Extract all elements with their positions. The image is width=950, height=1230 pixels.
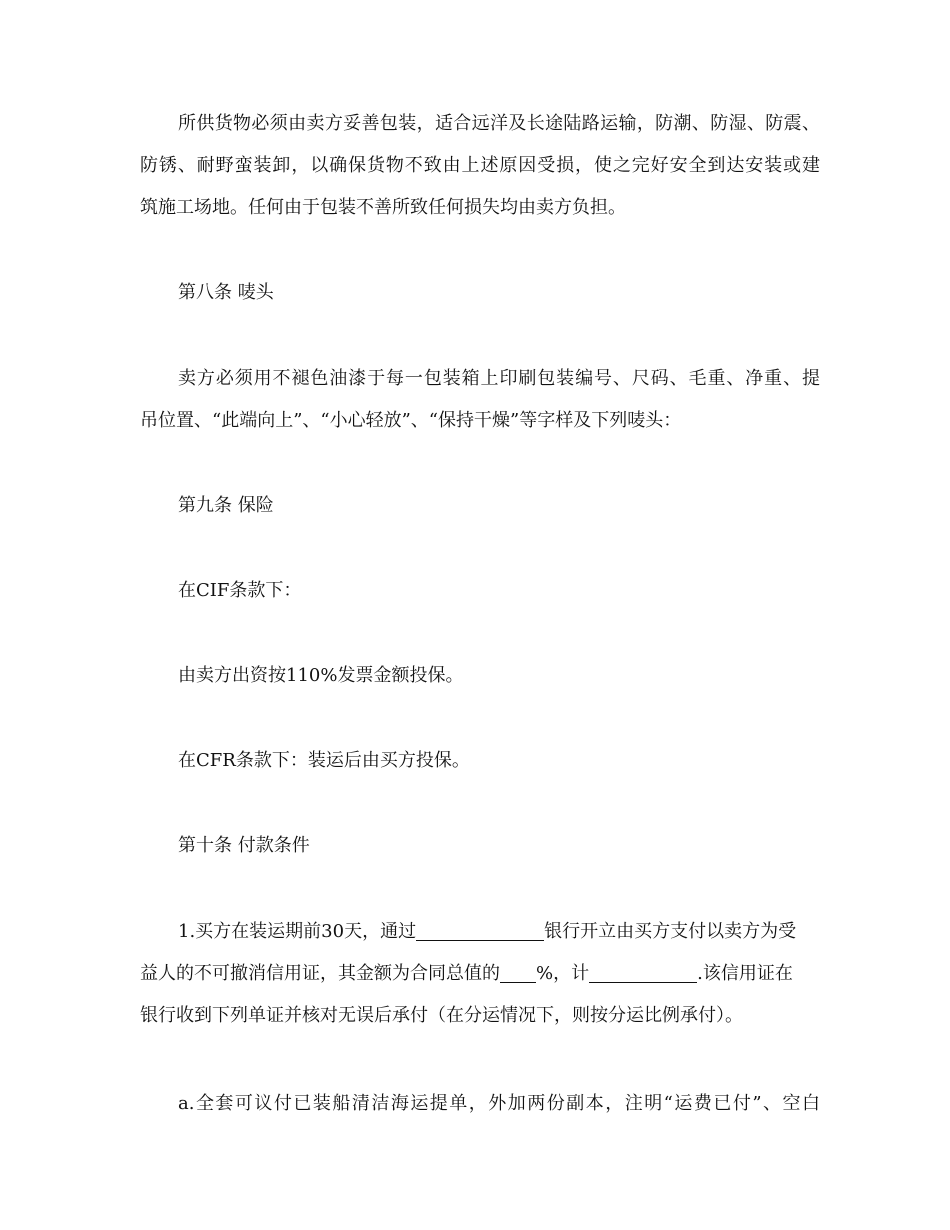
text-run: 银行开立由买方支付以卖方为受 xyxy=(544,921,797,942)
text-run: 益人的不可撤消信用证，其金额为合同总值的 xyxy=(140,963,500,984)
paragraph-marks xyxy=(140,358,820,442)
heading-article-10 xyxy=(140,825,820,867)
text-line: 由卖方出资按110%发票金额投保。 xyxy=(178,665,464,686)
text-line: 卖方必须用不褪色油漆于每一包装箱上印刷包装编号、尺码、毛重、净重、提 xyxy=(178,368,820,389)
blank-bank-name xyxy=(416,918,544,941)
paragraph-packing xyxy=(140,103,820,229)
blank-amount xyxy=(589,960,697,983)
text-line: 筑施工场地。任何由于包装不善所致任何损失均由卖方负担。 xyxy=(140,197,626,218)
section-heading: 第九条 保险 xyxy=(178,495,274,516)
text-line xyxy=(140,911,820,953)
paragraph-bill-of-lading xyxy=(140,1083,820,1125)
text-run: %，计 xyxy=(536,963,590,984)
text-line xyxy=(140,953,820,995)
section-heading: 第八条 唛头 xyxy=(178,282,274,303)
text-line: 吊位置、“此端向上”、“小心轻放”、“保持干燥”等字样及下列唛头： xyxy=(140,410,682,431)
paragraph-payment xyxy=(140,911,820,1037)
text-line: 所供货物必须由卖方妥善包装，适合远洋及长途陆路运输，防潮、防湿、防震、 xyxy=(178,113,820,134)
heading-article-9 xyxy=(140,485,820,527)
blank-percentage xyxy=(500,960,536,983)
section-heading: 第十条 付款条件 xyxy=(178,835,310,856)
text-line: 在CFR条款下：装运后由买方投保。 xyxy=(178,750,470,771)
text-line: 在CIF条款下： xyxy=(178,580,302,601)
paragraph-cfr xyxy=(140,740,820,782)
text-run: 1.买方在装运期前30天，通过 xyxy=(178,921,417,942)
text-line: 银行收到下列单证并核对无误后承付（在分运情况下，则按分运比例承付）。 xyxy=(140,1005,743,1026)
text-line: 防锈、耐野蛮装卸，以确保货物不致由上述原因受损，使之完好安全到达安装或建 xyxy=(140,155,820,176)
text-line: a.全套可议付已装船清洁海运提单，外加两份副本，注明“运费已付”、空白 xyxy=(178,1093,820,1114)
heading-article-8 xyxy=(140,272,820,314)
paragraph-insurance xyxy=(140,655,820,697)
text-run: .该信用证在 xyxy=(697,963,793,984)
paragraph-cif xyxy=(140,570,820,612)
